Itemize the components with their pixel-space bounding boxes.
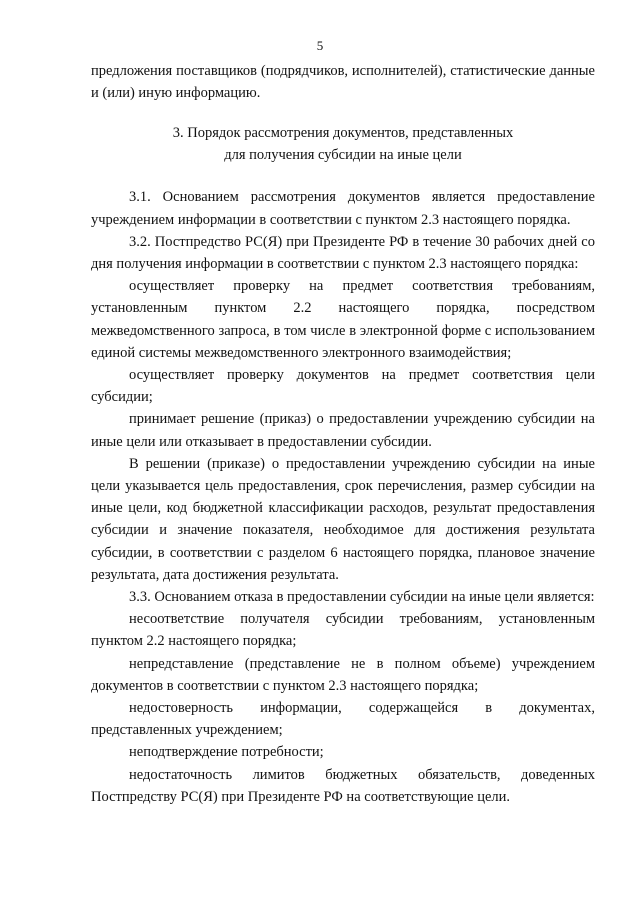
page-number: 5	[316, 38, 324, 53]
list-item-need-unconfirmed: неподтверждение потребности;	[129, 744, 324, 761]
document-body	[91, 60, 595, 808]
section-heading-line-2: для получения субсидии на иные цели	[224, 147, 462, 164]
list-item-decision: принимает решение (приказ) о предоставлении учреждению субсидии на иные цели или отказывает в предоставлении субсидии.	[91, 411, 595, 450]
continuation-paragraph: предложения поставщиков (подрядчиков, исполнителей), статистические данные и (или) иную информацию.	[91, 63, 595, 102]
section-heading-line-1: 3. Порядок рассмотрения документов, представленных	[172, 125, 514, 142]
paragraph-3-3: 3.3. Основанием отказа в предоставлении субсидии на иные цели является:	[129, 589, 595, 606]
list-item-unreliable-info: недостоверность информации, содержащейся в документах, представленных учреждением;	[91, 700, 595, 739]
list-item-interagency-check: осуществляет проверку на предмет соответствия требованиям, установленным пунктом 2.2 настоящего порядка, посредством межведомственного запроса, в том числе в электронной форме с использованием единой системы межведомственного электронного взаимодействия;	[91, 278, 595, 361]
paragraph-3-1: 3.1. Основанием рассмотрения документов является предоставление учреждением информации в соответствии с пунктом 2.3 настоящего порядка.	[91, 189, 595, 228]
section-heading	[91, 122, 595, 166]
list-item-noncompliance: несоответствие получателя субсидии требованиям, установленным пунктом 2.2 настоящего порядка;	[91, 611, 595, 650]
paragraph-decision-contents: В решении (приказе) о предоставлении учреждению субсидии на иные цели указывается цель предоставления, срок перечисления, размер субсидии на иные цели, код бюджетной классификации расходов, результат предоставления субсидии и значение показателя, необходимое для достижения результата субсидии, в соответствии с разделом 6 настоящего порядка, плановое значение результата, дата достижения результата.	[91, 455, 595, 583]
list-item-insufficient-limits: недостаточность лимитов бюджетных обязательств, доведенных Постпредству РС(Я) при Президенте РФ на соответствующие цели.	[91, 766, 595, 805]
paragraph-3-2: 3.2. Постпредство РС(Я) при Президенте РФ в течение 30 рабочих дней со дня получения информации в соответствии с пунктом 2.3 настоящего порядка:	[91, 233, 595, 273]
list-item-documents-check: осуществляет проверку документов на предмет соответствия цели субсидии;	[91, 367, 595, 406]
list-item-missing-documents: непредставление (представление не в полном объеме) учреждением документов в соответствии с пунктом 2.3 настоящего порядка;	[91, 655, 595, 694]
